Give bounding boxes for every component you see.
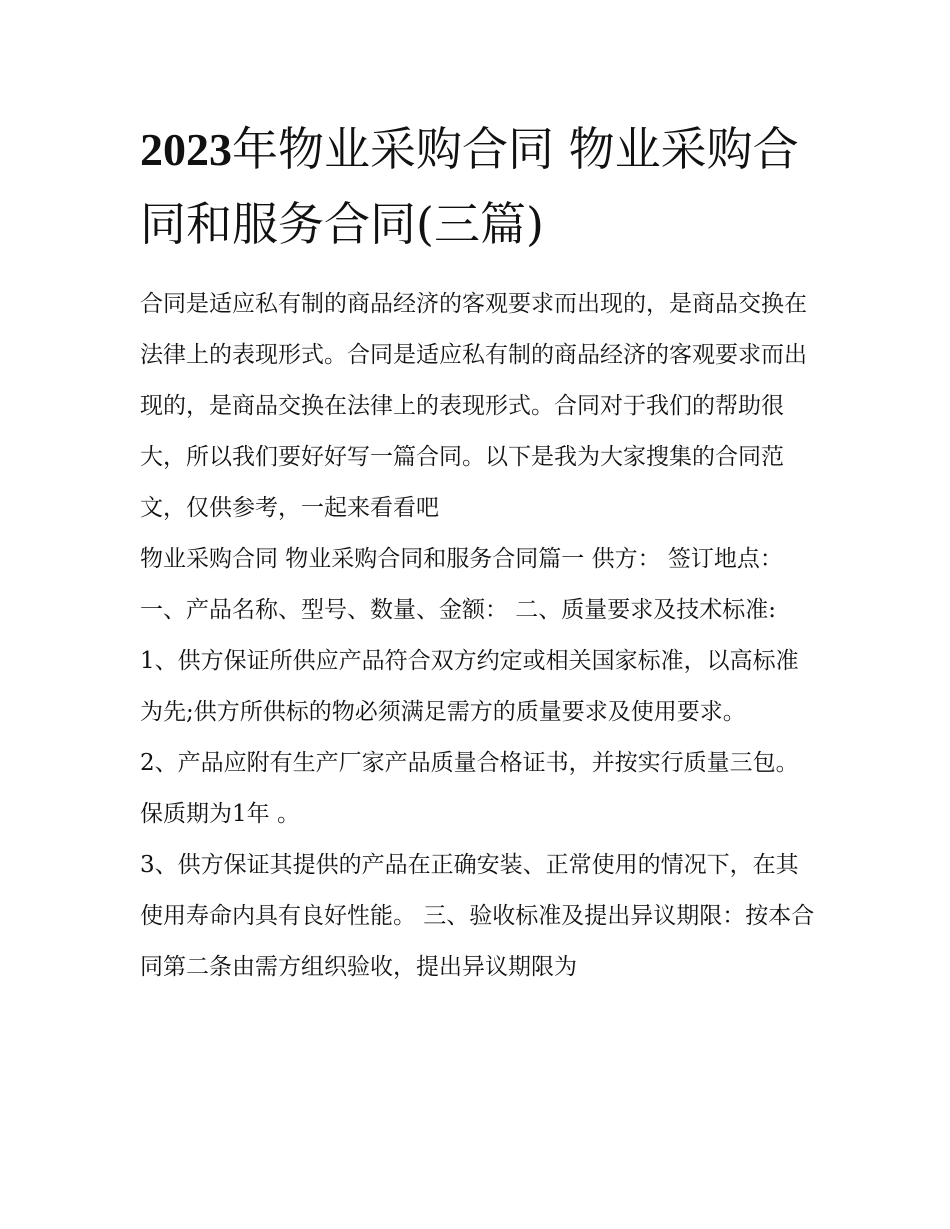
title-year: 2023 xyxy=(140,124,232,175)
paragraph-intro: 合同是适应私有制的商品经济的客观要求而出现的，是商品交换在法律上的表现形式。合同是适应私有制的商品经济的客观要求而出现的，是商品交换在法律上的表现形式。合同对于我们的帮助很大，所以我们要好好写一篇合同。以下是我为大家搜集的合同范文，仅供参考，一起来看看吧 xyxy=(140,291,807,521)
title-text: 年物业采购合同 物业采购合同和服务合同(三篇) xyxy=(140,122,799,251)
paragraph-item-2: 2、产品应附有生产厂家产品质量合格证书，并按实行质量三包。保质期为1年 。 xyxy=(140,750,799,827)
document-body xyxy=(140,112,820,993)
paragraph-item-3: 3、供方保证其提供的产品在正确安装、正常使用的情况下，在其使用寿命内具有良好性能。 三、验收标准及提出异议期限：按本合同第二条由需方组织验收，提出异议期限为 xyxy=(140,852,815,980)
paragraph-item-1: 1、供方保证所供应产品符合双方约定或相关国家标准，以高标准为先;供方所供标的物必须满足需方的质量要求及使用要求。 xyxy=(140,648,799,725)
document-title xyxy=(140,112,820,261)
paragraph-section-one: 物业采购合同 物业采购合同和服务合同篇一 供方： 签订地点： 一、产品名称、型号、数量、金额： 二、质量要求及技术标准: xyxy=(140,546,783,623)
